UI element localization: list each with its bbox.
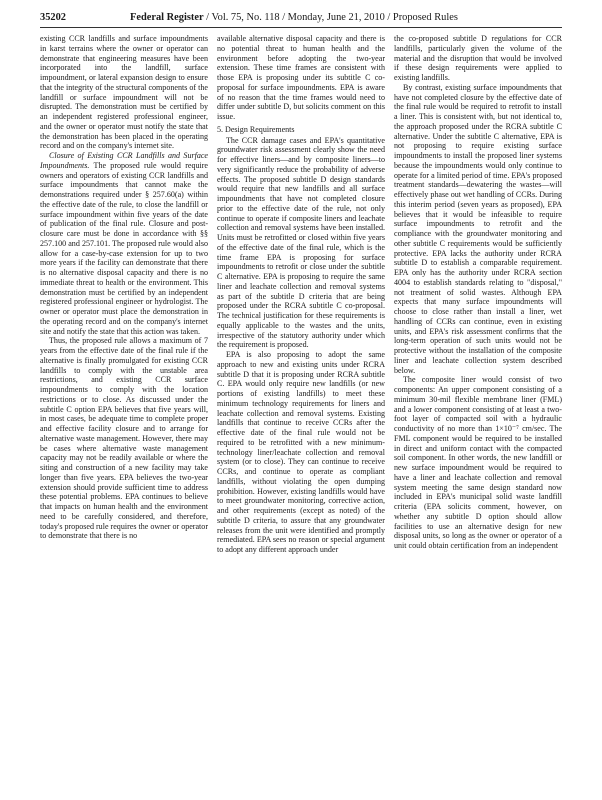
paragraph: The CCR damage cases and EPA's quantitative groundwater risk assessment clearly show the need for effective liners—and by composite liners—to very significantly reduce the probability of adverse effects. The proposed subtitle D design standards would require that new landfills and all surface impoundments that have not completed closure prior to the effective date of the rule, not only continue to operate if composite liners and leachate collection and removal systems have been installed. Units must be retrofitted or closed within five years of the effective date of the final rule, which is the time frame EPA is proposing for surface impoundments to retrofit or close under the subtitle C alternative. EPA is proposing to require the same liner and leachate collection and removal systems as part of the subtitle D criteria that are being proposed under the RCRA subtitle C co-proposal. The technical justification for these requirements is equally applicable to the wastes and the units, irrespective of the statutory authority under which the requirement is proposed. (217, 135, 385, 350)
paragraph: the co-proposed subtitle D regulations for CCR landfills, particularly given the volume of the material and the disruption that would be involved if these design requirements were applied to existing landfills. (394, 34, 562, 82)
paragraph: By contrast, existing surface impoundments that have not completed closure by the effective date of the final rule would be required to retrofit to install a liner. This is consistent with, but not identical to, the approach proposed under the RCRA subtitle C alternative. Under the subtitle C alternative, EPA is not proposing to require existing surface impoundments to install the proposed liner systems because the impoundments would only continue to operate for a limited period of time. EPA's proposed treatment standards—dewatering the wastes—will effectively phase out wet handling of CCRs. During this interim period (seven years as proposed), EPA believes that it would be infeasible to require surface impoundments to retrofit and the compliance with the groundwater monitoring and other subtitle C requirements would be sufficiently protective. EPA lacks the authority under RCRA subtitle D to establish a comparable requirement. EPA only has the authority under RCRA section 4004 to establish standards relating to "disposal," not treatment of solid wastes. Although EPA expects that many surface impoundments will choose to close rather than install a liner, wet handling of CCRs can continue, even in existing units, and EPA's risk assessment confirms that the long-term operation of such units would not be protective without the installation of the composite liner and leachate collection system described below. (394, 82, 562, 375)
page-number: 35202 (40, 12, 66, 23)
publication-title: Federal Register (130, 12, 204, 23)
paragraph (40, 151, 208, 336)
section-heading: 5. Design Requirements (217, 124, 295, 134)
column-2 (217, 34, 385, 774)
header-rule (40, 27, 562, 28)
paragraph: existing CCR landfills and surface impoundments in karst terrains where the owner or operator can demonstrate that engineering measures have been incorporated into the landfill, surface impoundment, or lateral expansion design to ensure that the integrity of the structural components of the landfill or surface impoundment will not be disrupted. The demonstration must be certified by an independent registered professional engineer, and the owner or operator must notify the state that the demonstration has been placed in the operating record and on the company's internet site. (40, 34, 208, 151)
issue-details: / Vol. 75, No. 118 / Monday, June 21, 2010 / Proposed Rules (203, 12, 458, 23)
paragraph-text: The proposed rule would require owners and operators of existing CCR landfills and surface impoundments that cannot make the demonstrations required under § 257.60(a) within the effective date of the rule, to close the landfill or surface impoundment within five years of the date of publication of the final rule. Closure and post-closure care must be done in accordance with §§ 257.100 and 257.101. The proposed rule would also allow for a case-by-case extension for up to two more years if the facility can demonstrate that there is no alternative disposal capacity and there is no immediate threat to health or the environment. This demonstration must be certified by an independent registered professional engineer or hydrologist. The owner or operator must place the demonstration in the operating record and on the company's internet site and notify the state that this action was taken. (40, 160, 208, 336)
header-info (130, 11, 458, 25)
column-3 (394, 34, 562, 774)
page-header (40, 11, 562, 25)
column-1 (40, 34, 208, 774)
paragraph-lead-heading: Closure of Existing CCR Landfills and Surface Impoundments. (40, 151, 208, 170)
paragraph: EPA is also proposing to adopt the same approach to new and existing units under RCRA subtitle D that it is proposing under RCRA subtitle C. EPA would only require new landfills (or new portions of existing landfills) to meet these minimum technology requirements for liners and leachate collection and removal systems. Existing landfills that continue to receive CCRs after the effective date of the final rule would not be required to be retrofitted with a new minimum-technology liner/leachate collection and removal system (or to close). They can continue to receive CCRs, and continue to operate as compliant landfills, without violating the open dumping prohibition. However, existing landfills would have to meet groundwater monitoring, corrective action, and other requirements (except as noted) of the subtitle D criteria, to assure that any groundwater releases from the unit were identified and promptly remediated. EPA sees no reason or special argument to adopt any different approach under (217, 350, 385, 554)
paragraph: available alternative disposal capacity and there is no potential threat to human health and the environment before adopting the two-year extension. These time frames are consistent with those EPA is proposing under its subtitle C co-proposal for surface impoundments. EPA is aware of no reason that the time frames would need to differ under subtitle D, but solicits comment on this issue. (217, 34, 385, 121)
paragraph: Thus, the proposed rule allows a maximum of 7 years from the effective date of the final rule if the alternative is finally promulgated for existing CCR landfills to comply with the unstable area restrictions, and existing CCR surface impoundments to comply with the location restrictions or to close. As discussed under the subtitle C option EPA believes that five years will, in most cases, be adequate time to complete proper and effective facility closure and to arrange for alternative waste management. However, there may be cases where alternative waste management capacity may not be readily available or where the siting and construction of a new facility may take longer than five years. EPA believes the two-year extension should provide sufficient time to address these potential problems. EPA continues to believe that impacts on human health and the environment need to be carefully considered, and therefore, today's proposed rule requires the owner or operator to demonstrate that there is no (40, 336, 208, 541)
paragraph: The composite liner would consist of two components: An upper component consisting of a minimum 30-mil flexible membrane liner (FML) and a lower component consisting of at least a two-foot layer of compacted soil with a hydraulic conductivity of no more than 1×10⁻⁷ cm/sec. The FML component would be required to be installed in direct and uniform contact with the compacted soil component. In other words, the new landfill or new surface impoundment would be required to have a liner and leachate collection and removal system meeting the same design standard now included in EPA's municipal solid waste landfill criteria (EPA solicits comment, however, on whether any subtitle D option should allow facilities to use an alternative design for new disposal units, so long as the owner or operator of a unit could obtain certification from an independent (394, 375, 562, 550)
